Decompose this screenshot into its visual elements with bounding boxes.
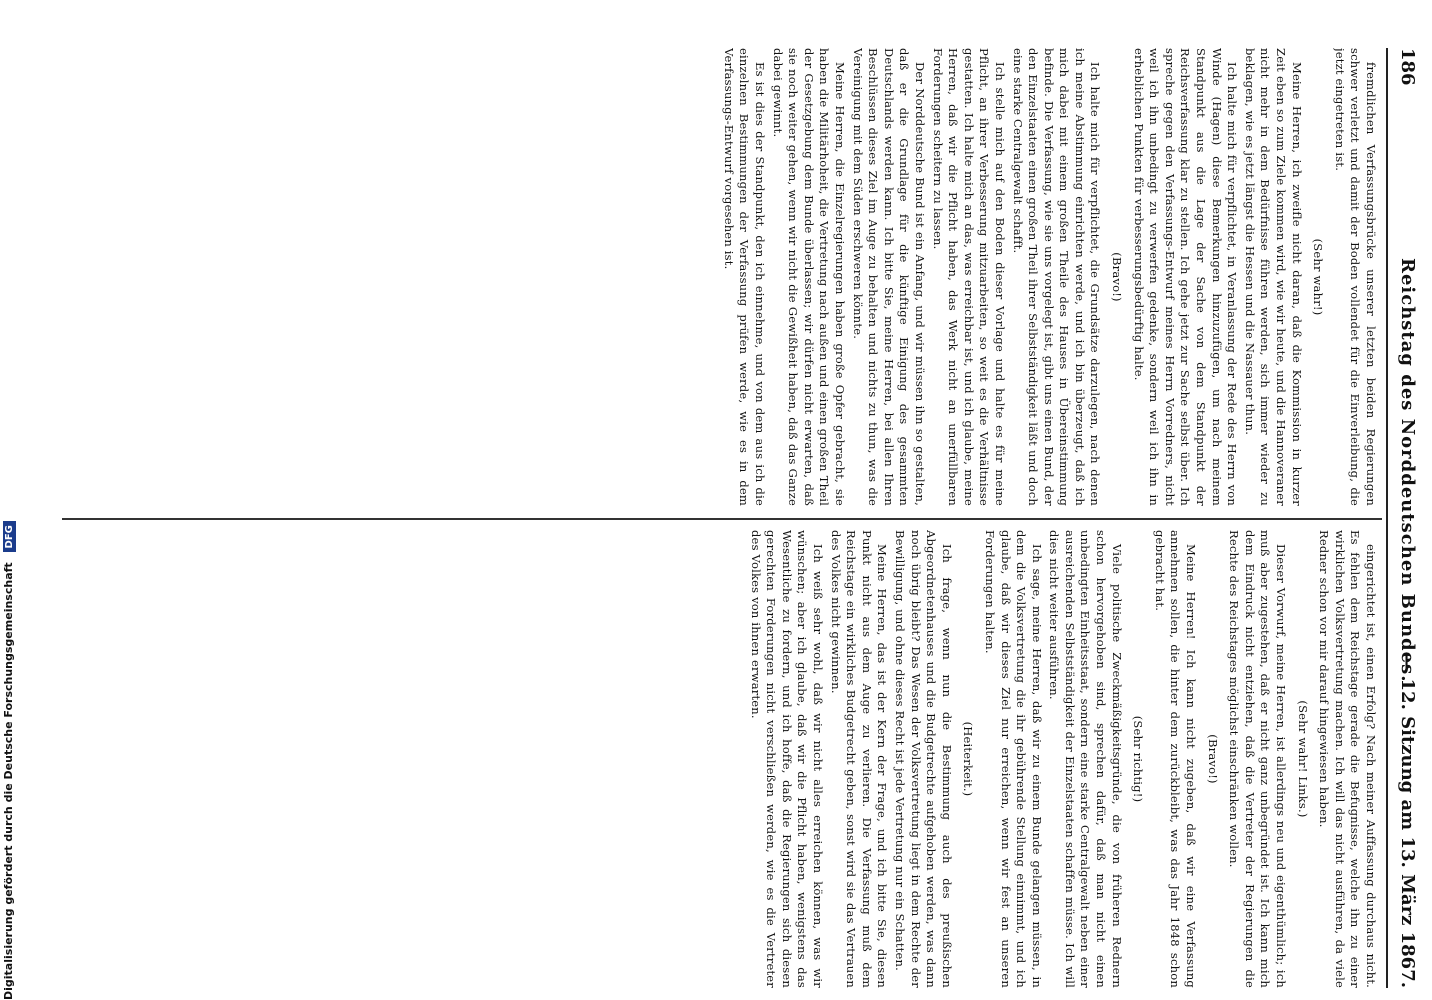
left-column (68, 48, 1378, 506)
paragraph: Ich weiß sehr wohl, daß wir nicht alles erreichen können, was wir wünschen; aber ich glaube, daß wir die Pflicht haben, wenigstens das Wesentliche zu fordern, und ich hoffe, daß die Regierungen sich diesen gerechten Forderungen nicht verschließen werden, wie es die Vertreter des Volkes von ihnen erwarten. (748, 530, 825, 988)
paragraph: Der Norddeutsche Bund ist ein Anfang, und wir müssen ihn so gestalten, daß er die Grundlage für die künftige Einigung des gesammten Deutschlands werden kann. Ich bitte Sie, meine Herren, bei allen Ihren Beschlüssen dieses Ziel im Auge zu behalten und nichts zu thun, was die Vereinigung mit dem Süden erschweren könnte. (850, 48, 927, 506)
paragraph: Meine Herren! Ich kann nicht zugeben, daß wir eine Verfassung annehmen sollen, die hinter dem zurückbleibt, was das Jahr 1848 schon gebracht hat. (1152, 530, 1199, 988)
right-column (68, 530, 1378, 988)
session-title: — 12. Sitzung am 13. März 1867. (1397, 654, 1418, 988)
paragraph: fremdlichen Verfassungsbrücke unserer letzten beiden Regierungen schwer verletzt und damit der Boden vollendet für die Einverleibung, die jetzt eingetreten ist. (1332, 48, 1378, 506)
header-rule (1386, 48, 1388, 988)
digitization-text: Digitalisierung gefördert durch die Deutsche Forschungsgemeinschaft (2, 562, 15, 1000)
rotated-page (62, 48, 1422, 988)
digitization-note (2, 0, 18, 1000)
page-number: 186 (1397, 48, 1418, 86)
paragraph: Ich stelle mich auf den Boden dieser Vorlage und halte es für meine Pflicht, an ihrer Verbesserung mitzuarbeiten, so weit es die Verhältnisse gestatten. Ich halte mich an das, was erreichbar ist, und ich glaube, meine Herren, daß wir die Pflicht haben, das Werk nicht an unerfüllbaren Forderungen scheitern zu lassen. (930, 48, 1007, 506)
paragraph: Ich halte mich für verpflichtet, die Grundsätze darzulegen, nach denen ich meine Abstimmung einrichten werde, und ich bin überzeugt, daß ich mich dabei mit einem großen Theile des Hauses in Übereinstimmung befinde. Die Verfassung, wie sie uns vorgelegt ist, gibt uns einen Bund, der den Einzelstaaten einen großen Theil ihrer Selbstständigkeit läßt und doch eine starke Centralgewalt schafft. (1010, 48, 1103, 506)
paragraph: Ich sage, meine Herren, daß wir zu einem Bunde gelangen müssen, in dem die Volksvertretung die ihr gebührende Stellung einnimmt, und ich glaube, daß wir dieses Ziel nur erreichen, wenn wir fest an unseren Forderungen halten. (982, 530, 1044, 988)
paragraph: Ich frage, wenn nun die Bestimmung auch des preußischen Abgeordnetenhauses und die Budgetrechte aufgehoben werden, was dann noch übrig bleibt? Das Wesen der Volksvertretung liegt in dem Rechte der Bewilligung, und ohne dieses Recht ist jede Vertretung nur ein Schatten. (892, 530, 954, 988)
interjection: (Heiterkeit.) (961, 721, 976, 797)
paragraph: Meine Herren, das ist der Kern der Frage, und ich bitte Sie, diesen Punkt nicht aus dem Auge zu verlieren. Die Verfassung muß dem Reichstage ein wirkliches Budgetrecht geben, sonst wird sie das Vertrauen des Volkes nicht gewinnen. (828, 530, 890, 988)
paragraph: Meine Herren, ich zweifle nicht daran, daß die Kommission in kurzer Zeit eben so zum Ziele kommen wird, wie wir heute, und die Hannoveraner nicht mehr in dem Bedürfnisse führen werden, sich immer wieder zu beklagen, wie es jetzt längst die Hessen und die Nassauer thun. (1242, 48, 1304, 506)
interjection: (Bravo!) (1110, 252, 1125, 302)
column-divider (62, 518, 1382, 520)
page-header (1382, 48, 1422, 988)
paragraph: Meine Herren, die Einzelregierungen haben große Opfer gebracht, sie haben die Militärhoheit, die Vertretung nach außen und einen großen Theil der Gesetzgebung dem Bunde überlassen; wir dürfen nicht erwarten, daß sie noch weiter gehen, wenn wir nicht die Gewißheit haben, daß das Ganze dabei gewinnt. (770, 48, 847, 506)
paragraph: Dieser Vorwurf, meine Herren, ist allerdings neu und eigenthümlich; ich muß aber zugestehen, daß er nicht ganz unbegründet ist. Ich kann mich dem Eindruck nicht entziehen, daß die Vertreter der Regierungen die Rechte des Reichstages möglichst einschränken wollen. (1227, 530, 1289, 988)
interjection: (Sehr richtig!) (1131, 715, 1146, 803)
dfg-logo-icon: DFG (3, 521, 16, 552)
page-title: Reichstag des Norddeutschen Bundes. (1397, 258, 1418, 683)
interjection: (Bravo!) (1205, 734, 1220, 784)
interjection: (Sehr wahr!) (1311, 238, 1326, 316)
paragraph: Es ist dies der Standpunkt, den ich einnehme, und von dem aus ich die einzelnen Bestimmungen der Verfassung prüfen werde, wie es in dem Verfassungs-Entwurf vorgesehen ist. (721, 48, 768, 506)
paragraph: Viele politische Zweckmäßigkeitsgründe, die von früheren Rednern schon hervorgehoben sind, sprechen dafür, daß man nicht einen unbedingten Einheitsstaat, sondern eine starke Centralgewalt neben einer ausreichenden Selbstständigkeit der Einzelstaaten schaffen müsse. Ich will dies nicht weiter ausführen. (1047, 530, 1124, 988)
interjection: (Sehr wahr! Links.) (1295, 700, 1310, 818)
paragraph: eingerichtet ist, einen Erfolg? Nach meiner Auffassung durchaus nicht. Es fehlen dem Reichstage gerade die Befugnisse, welche ihn zu einer wirklichen Volksvertretung machen. Ich will das nicht ausführen, da viele Redner schon vor mir darauf hingewiesen haben. (1317, 530, 1378, 988)
paragraph: Ich halte mich für verpflichtet, in Veranlassung der Rede des Herrn von Winde (Hagen) diese Bemerkungen hinzuzufügen, um nach meinem Standpunkt aus die Lage der Sache von dem Standpunkt der Reichsverfassung klar zu stellen. Ich gehe jetzt zur Sache selbst über. Ich spreche gegen den Verfassungs-Entwurf meines Herrn Vorredners, nicht weil ich ihn unbedingt zu verwerfen gedenke, sondern weil ich ihn in erheblichen Punkten für verbesserungsbedürftig halte. (1131, 48, 1240, 506)
